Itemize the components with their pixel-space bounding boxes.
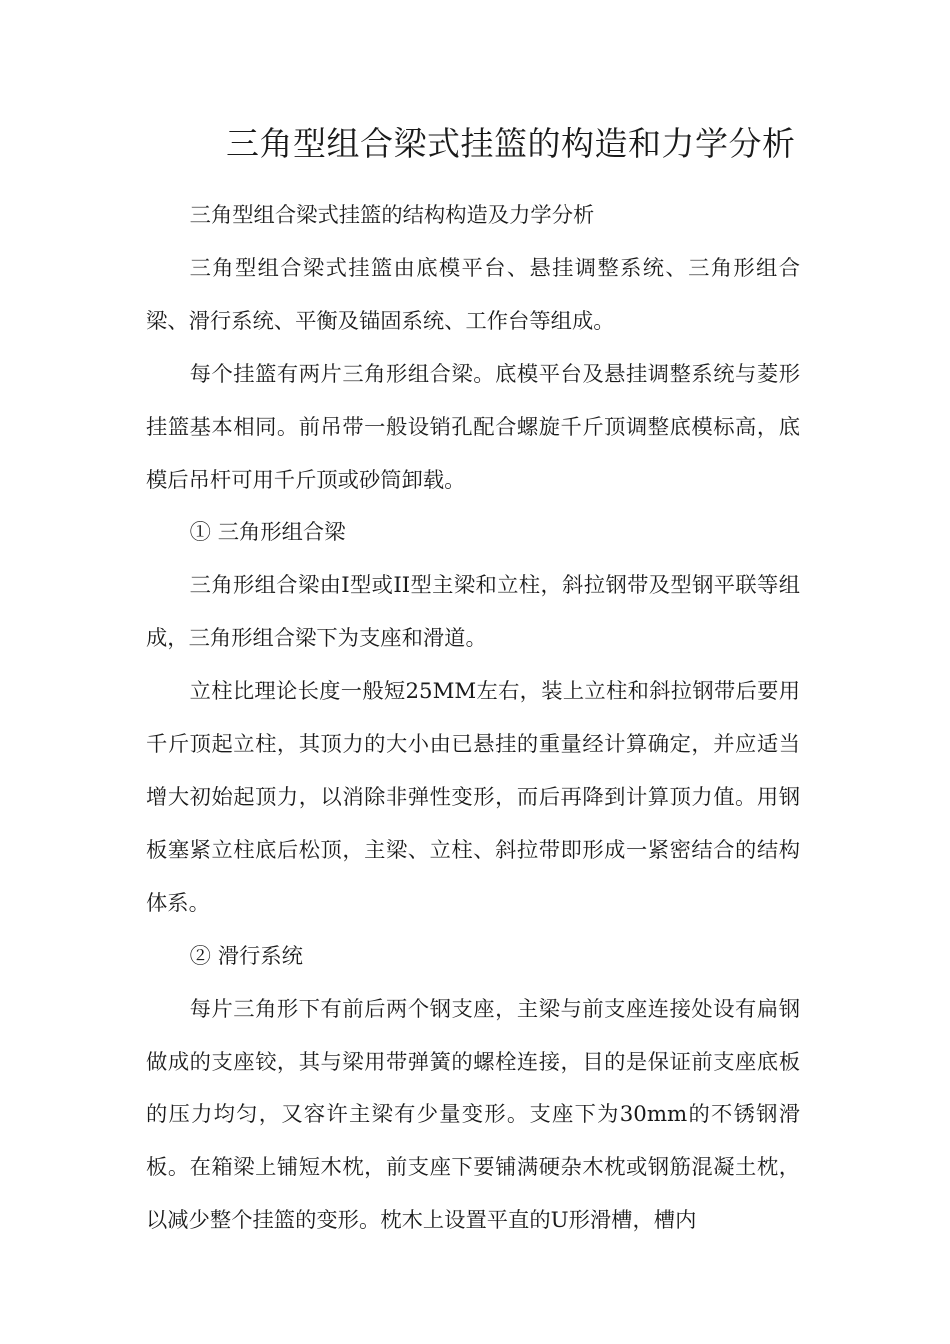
section-heading: 三角型组合梁式挂篮的结构构造及力学分析 bbox=[189, 203, 595, 228]
body-paragraph: 三角型组合梁式挂篮由底模平台、悬挂调整系统、三角形组合梁、滑行系统、平衡及锚固系统、工作台等组成。 bbox=[146, 255, 800, 334]
body-paragraph: 每片三角形下有前后两个钢支座，主梁与前支座连接处设有扁钢做成的支座铰，其与梁用带弹簧的螺栓连接，目的是保证前支座底板的压力均匀，又容许主梁有少量变形。支座下为30mm的不锈钢滑板。在箱梁上铺短木枕，前支座下要铺满硬杂木枕或钢筋混凝土枕，以减少整个挂篮的变形。枕木上设置平直的U形滑槽，槽内 bbox=[146, 996, 800, 1234]
body-paragraph: 三角形组合梁由I型或II型主梁和立柱，斜拉钢带及型钢平联等组成，三角形组合梁下为支座和滑道。 bbox=[146, 573, 800, 652]
body-paragraph: 每个挂篮有两片三角形组合梁。底模平台及悬挂调整系统与菱形挂篮基本相同。前吊带一般设销孔配合螺旋千斤顶调整底模标高，底模后吊杆可用千斤顶或砂筒卸载。 bbox=[146, 361, 800, 493]
subsection-heading: ② 滑行系统 bbox=[189, 943, 303, 969]
subsection-heading: ① 三角形组合梁 bbox=[189, 520, 346, 546]
document-body bbox=[146, 190, 800, 1248]
body-paragraph: 立柱比理论长度一般短25MM左右，装上立柱和斜拉钢带后要用千斤顶起立柱，其顶力的大小由已悬挂的重量经计算确定，并应适当增大初始起顶力，以消除非弹性变形，而后再降到计算顶力值。用钢板塞紧立柱底后松顶，主梁、立柱、斜拉带即形成一紧密结合的结构体系。 bbox=[146, 679, 800, 916]
document-title: 三角型组合梁式挂篮的构造和力学分析 bbox=[226, 124, 796, 163]
